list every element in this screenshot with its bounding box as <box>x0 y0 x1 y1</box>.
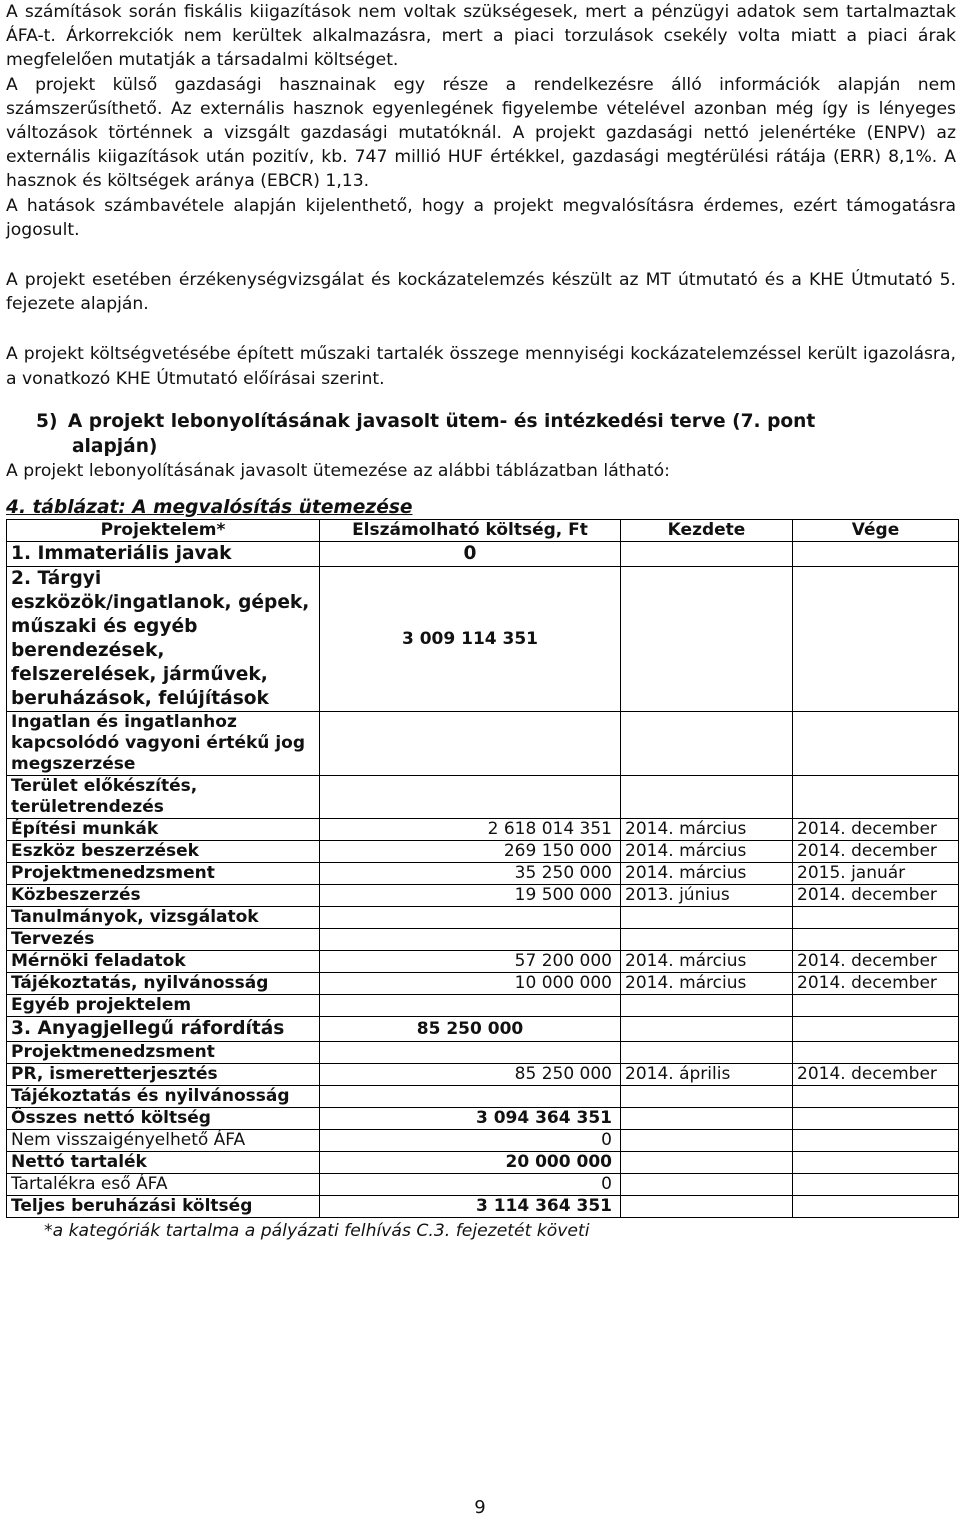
paragraph-fiscal-adjustments: A számítások során fiskális kiigazítások nem voltak szükségesek, mert a pénzügyi adatok sem tartalmaztak ÁFA-t. Árkorrekciók nem kerültek alkalmazásra, mert a piaci torzulások csekély volta miatt a piaci árak megfelelően mutatják a társadalmi költséget. <box>6 2 956 71</box>
row-end <box>793 542 959 567</box>
table-row <box>7 1152 959 1174</box>
row-end <box>793 1042 959 1064</box>
table-row <box>7 776 959 819</box>
row-start <box>621 929 793 951</box>
row-start <box>621 567 793 712</box>
row-cost <box>320 929 621 951</box>
row-label: Eszköz beszerzések <box>7 841 320 863</box>
schedule-table <box>6 519 959 1218</box>
table-row <box>7 1017 959 1042</box>
row-end <box>793 567 959 712</box>
row-end <box>793 995 959 1017</box>
row-start <box>621 1130 793 1152</box>
row-label: 3. Anyagjellegű ráfordítás <box>7 1017 320 1042</box>
row-label: Ingatlan és ingatlanhoz kapcsolódó vagyoni értékű jog megszerzése <box>7 712 320 776</box>
row-cost: 0 <box>320 1130 621 1152</box>
row-start <box>621 1086 793 1108</box>
row-end <box>793 776 959 819</box>
row-label: Teljes beruházási költség <box>7 1196 320 1218</box>
row-label: Összes nettó költség <box>7 1108 320 1130</box>
table-row <box>7 1108 959 1130</box>
row-label: 2. Tárgyi eszközök/ingatlanok, gépek, műszaki és egyéb berendezések, felszerelések, járművek, beruházások, felújítások <box>7 567 320 712</box>
row-cost <box>320 907 621 929</box>
row-end <box>793 1196 959 1218</box>
header-end: Vége <box>793 520 959 542</box>
row-start: 2014. március <box>621 973 793 995</box>
table-row <box>7 863 959 885</box>
row-end <box>793 1108 959 1130</box>
row-cost: 10 000 000 <box>320 973 621 995</box>
row-end <box>793 712 959 776</box>
paragraph-technical-reserve: A projekt költségvetésébe épített műszaki tartalék összege mennyiségi kockázatelemzéssel került igazolásra, a vonatkozó KHE Útmutató előírásai szerint. <box>6 344 956 389</box>
row-cost: 0 <box>320 1174 621 1196</box>
row-start: 2014. március <box>621 951 793 973</box>
row-start <box>621 1196 793 1218</box>
row-cost: 20 000 000 <box>320 1152 621 1174</box>
row-start <box>621 995 793 1017</box>
row-start <box>621 1042 793 1064</box>
row-label: Tervezés <box>7 929 320 951</box>
table-row <box>7 1042 959 1064</box>
row-cost <box>320 1042 621 1064</box>
row-end <box>793 929 959 951</box>
row-label: 1. Immateriális javak <box>7 542 320 567</box>
section-title-line2: alapján) <box>72 435 158 457</box>
row-label: Terület előkészítés, területrendezés <box>7 776 320 819</box>
row-start <box>621 1174 793 1196</box>
row-start: 2014. március <box>621 841 793 863</box>
paragraph-conclusion: A hatások számbavétele alapján kijelenthető, hogy a projekt megvalósításra érdemes, ezért támogatásra jogosult. <box>6 195 956 240</box>
row-end: 2014. december <box>793 841 959 863</box>
row-end: 2014. december <box>793 819 959 841</box>
row-start: 2014. március <box>621 819 793 841</box>
table-footnote: *a kategóriák tartalma a pályázati felhívás C.3. fejezetét követi <box>44 1221 590 1242</box>
section-title-line1: A projekt lebonyolításának javasolt ütem- és intézkedési terve (7. pont <box>67 410 816 432</box>
row-end <box>793 1130 959 1152</box>
row-end: 2014. december <box>793 1064 959 1086</box>
header-eligible-cost: Elszámolható költség, Ft <box>320 520 621 542</box>
table-caption: 4. táblázat: A megvalósítás ütemezése <box>6 497 413 519</box>
row-label: Építési munkák <box>7 819 320 841</box>
row-start: 2014. március <box>621 863 793 885</box>
paragraph-external-benefits: A projekt külső gazdasági hasznainak egy része a rendelkezésre álló információk alapján nem számszerűsíthető. Az externális hasznok egyenlegének figyelembe vételével azonban még így is lényeges változások történnek a vizsgált gazdasági mutatóknál. A projekt gazdasági nettó jelenértéke (ENPV) az externális kiigazítások után pozitív, kb. 747 millió HUF értékkel, gazdasági megtérülési rátája (ERR) 8,1%. A hasznok és költségek aránya (EBCR) 1,13. <box>6 74 956 192</box>
row-start: 2013. június <box>621 885 793 907</box>
table-row <box>7 819 959 841</box>
table-row <box>7 1196 959 1218</box>
header-project-element: Projektelem* <box>7 520 320 542</box>
row-cost: 3 094 364 351 <box>320 1108 621 1130</box>
row-start <box>621 712 793 776</box>
row-cost <box>320 1086 621 1108</box>
table-row <box>7 929 959 951</box>
table-row <box>7 1174 959 1196</box>
row-cost: 269 150 000 <box>320 841 621 863</box>
row-label: Projektmenedzsment <box>7 1042 320 1064</box>
row-label: Mérnöki feladatok <box>7 951 320 973</box>
section-heading <box>36 409 956 459</box>
paragraph-sensitivity-analysis: A projekt esetében érzékenységvizsgálat és kockázatelemzés készült az MT útmutató és a KHE Útmutató 5. fejezete alapján. <box>6 270 956 315</box>
table-row <box>7 567 959 712</box>
row-start <box>621 776 793 819</box>
table-row <box>7 542 959 567</box>
table-row <box>7 1086 959 1108</box>
table-row <box>7 712 959 776</box>
row-label: PR, ismeretterjesztés <box>7 1064 320 1086</box>
row-end <box>793 1152 959 1174</box>
row-label: Tájékoztatás, nyilvánosság <box>7 973 320 995</box>
row-start <box>621 907 793 929</box>
page-number: 9 <box>474 1497 486 1518</box>
row-cost: 0 <box>320 542 621 567</box>
row-end: 2014. december <box>793 973 959 995</box>
row-cost <box>320 712 621 776</box>
table-row <box>7 1064 959 1086</box>
row-end <box>793 1017 959 1042</box>
row-end: 2014. december <box>793 885 959 907</box>
row-cost <box>320 776 621 819</box>
row-cost: 57 200 000 <box>320 951 621 973</box>
row-end <box>793 1174 959 1196</box>
header-start: Kezdete <box>621 520 793 542</box>
table-row <box>7 907 959 929</box>
row-start <box>621 1108 793 1130</box>
table-row <box>7 841 959 863</box>
row-end: 2014. december <box>793 951 959 973</box>
row-cost <box>320 995 621 1017</box>
row-cost: 85 250 000 <box>320 1017 621 1042</box>
row-label: Egyéb projektelem <box>7 995 320 1017</box>
row-cost: 85 250 000 <box>320 1064 621 1086</box>
row-label: Tartalékra eső ÁFA <box>7 1174 320 1196</box>
row-label: Tájékoztatás és nyilvánosság <box>7 1086 320 1108</box>
row-start <box>621 1152 793 1174</box>
row-label: Közbeszerzés <box>7 885 320 907</box>
row-start <box>621 542 793 567</box>
row-start <box>621 1017 793 1042</box>
row-cost: 19 500 000 <box>320 885 621 907</box>
row-end <box>793 1086 959 1108</box>
row-end: 2015. január <box>793 863 959 885</box>
table-header-row <box>7 520 959 542</box>
section-number: 5) <box>36 410 58 432</box>
row-cost: 3 009 114 351 <box>320 567 621 712</box>
row-cost: 35 250 000 <box>320 863 621 885</box>
row-label: Tanulmányok, vizsgálatok <box>7 907 320 929</box>
table-row <box>7 995 959 1017</box>
table-row <box>7 951 959 973</box>
row-label: Nettó tartalék <box>7 1152 320 1174</box>
row-label: Nem visszaigényelhető ÁFA <box>7 1130 320 1152</box>
row-end <box>793 907 959 929</box>
document-page <box>6 0 956 1242</box>
table-row <box>7 973 959 995</box>
section-intro: A projekt lebonyolításának javasolt ütemezése az alábbi táblázatban látható: <box>6 460 670 481</box>
row-label: Projektmenedzsment <box>7 863 320 885</box>
table-row <box>7 1130 959 1152</box>
row-start: 2014. április <box>621 1064 793 1086</box>
table-row <box>7 885 959 907</box>
row-cost: 2 618 014 351 <box>320 819 621 841</box>
row-cost: 3 114 364 351 <box>320 1196 621 1218</box>
